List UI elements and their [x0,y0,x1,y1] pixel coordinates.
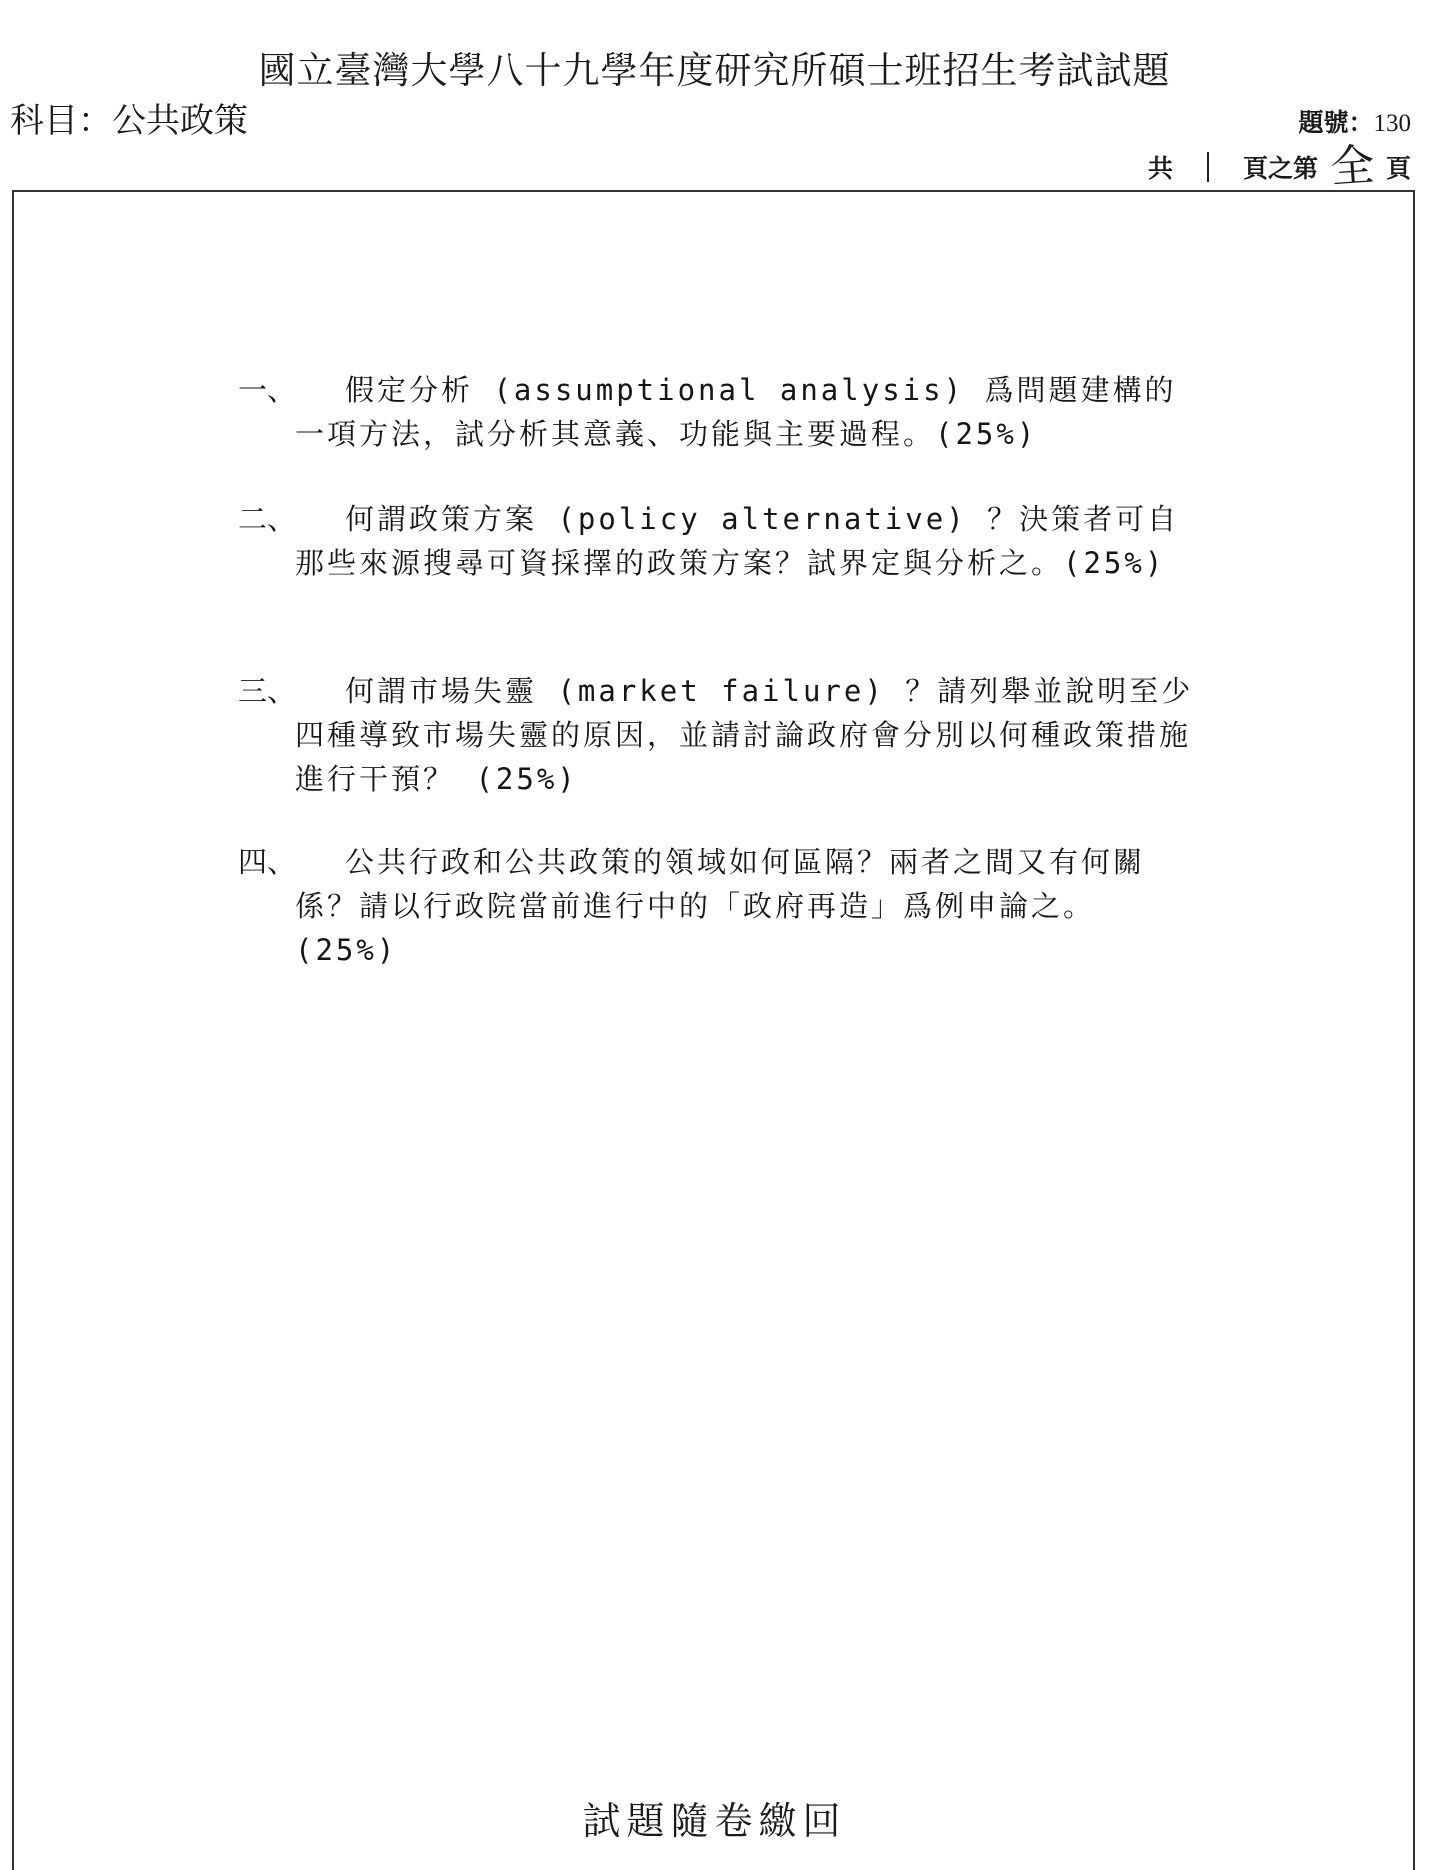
question-marker: 三、 [238,674,297,708]
pages-total-label: 共 [1147,154,1173,183]
pages-pages-label: 頁之第 [1242,154,1318,183]
pages-blank-line [1207,152,1209,182]
question-text: 假定分析 (assumptional analysis) 爲問題建構的一項方法，試分析其意義、功能與主要過程。(25%) [295,373,1177,451]
question-marker: 一、 [238,373,297,407]
page-indicator [1148,140,1411,194]
question-text: 何謂政策方案 (policy alternative) ？決策者可自那些來源搜尋可資採擇的政策方案？試界定與分析之。(25%) [295,502,1180,580]
question-item-2 [238,497,1188,585]
pages-handwritten: 全 [1328,139,1377,194]
subject-label: 科目：公共政策 [10,101,248,141]
question-marker: 四、 [238,845,297,879]
question-item-4 [238,840,1188,972]
question-item-3 [238,669,1194,801]
return-notice: 試題隨卷繳回 [582,1799,847,1843]
pages-end-label: 頁 [1385,154,1411,183]
question-text: 何謂市場失靈 (market failure) ？請列舉並說明至少四種導致市場失靈的原因，並請討論政府會分別以何種政策措施進行干預？ (25%) [295,674,1194,796]
exam-title: 國立臺灣大學八十九學年度研究所碩士班招生考試試題 [258,49,1171,92]
question-number-label: 題號： [1298,108,1374,137]
question-item-1 [238,368,1188,456]
question-text: 公共行政和公共政策的領域如何區隔？兩者之間又有何關係？請以行政院當前進行中的「政府再造」爲例申論之。(25%) [295,845,1146,967]
question-marker: 二、 [238,502,297,536]
question-number-value: 130 [1373,110,1411,137]
